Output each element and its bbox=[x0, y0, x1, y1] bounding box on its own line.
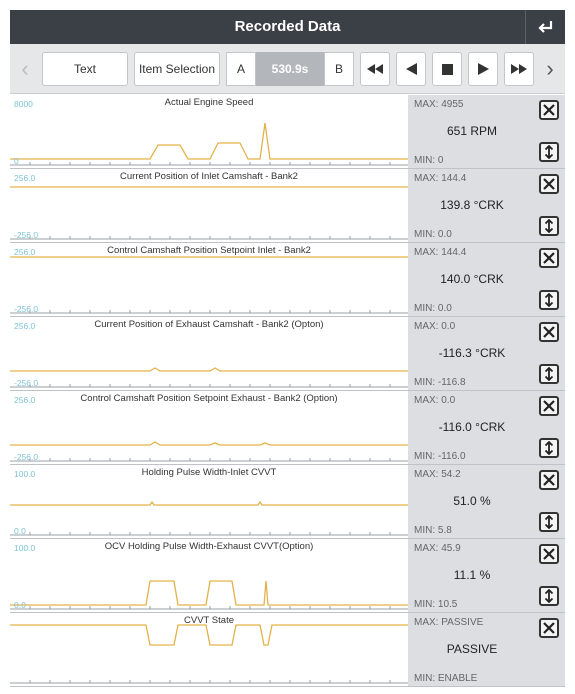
y-axis-max-label: 8000 bbox=[14, 99, 33, 109]
y-axis-min-label: -256.0 bbox=[14, 378, 39, 388]
y-axis-max-label: 256.0 bbox=[14, 247, 36, 257]
parameter-title: Control Camshaft Position Setpoint Exhaust - Bank2 (Option) bbox=[80, 393, 338, 404]
item-selection-button[interactable]: Item Selection bbox=[134, 52, 220, 86]
stop-icon bbox=[442, 64, 453, 75]
data-row bbox=[10, 317, 565, 391]
y-axis-min-label: -256.0 bbox=[14, 452, 39, 462]
min-value: MIN: -116.0 bbox=[414, 451, 466, 462]
close-icon[interactable] bbox=[539, 544, 559, 564]
data-row bbox=[10, 391, 565, 465]
signal-trace bbox=[10, 442, 408, 445]
current-value: -116.3 °CRK bbox=[438, 346, 506, 360]
max-value: MAX: 0.0 bbox=[414, 395, 456, 406]
current-value: 139.8 °CRK bbox=[440, 198, 504, 212]
current-value: 11.1 % bbox=[453, 568, 491, 582]
page-title: Recorded Data bbox=[234, 18, 341, 35]
min-value: MIN: 0 bbox=[414, 155, 444, 166]
current-value: 51.0 % bbox=[453, 494, 491, 508]
marker-b-button[interactable]: B bbox=[324, 52, 354, 86]
max-value: MAX: 144.4 bbox=[414, 173, 467, 184]
parameter-title: Current Position of Inlet Camshaft - Bank2 bbox=[120, 171, 298, 182]
return-arrow-icon[interactable] bbox=[525, 10, 565, 44]
play-icon bbox=[478, 63, 489, 75]
marker-a-button[interactable]: A bbox=[226, 52, 256, 86]
y-axis-min-label: 0.0 bbox=[14, 526, 26, 536]
min-value: MIN: 0.0 bbox=[414, 303, 452, 314]
chevron-left-icon: ‹ bbox=[21, 56, 29, 81]
y-axis-min-label: -256.0 bbox=[14, 230, 39, 240]
data-row bbox=[10, 539, 565, 613]
rewind-button[interactable] bbox=[360, 52, 390, 86]
signal-trace bbox=[10, 625, 408, 645]
row-graph bbox=[10, 465, 408, 538]
min-value: MIN: 5.8 bbox=[414, 525, 452, 536]
close-icon[interactable] bbox=[539, 100, 559, 120]
step-back-button[interactable] bbox=[396, 52, 426, 86]
y-axis-min-label: -256.0 bbox=[14, 304, 39, 314]
row-graph bbox=[10, 317, 408, 390]
max-value: MAX: PASSIVE bbox=[414, 617, 484, 628]
current-value: -116.0 °CRK bbox=[438, 420, 506, 434]
parameter-title: Holding Pulse Width-Inlet CVVT bbox=[141, 467, 277, 478]
value-panel bbox=[408, 317, 565, 390]
min-value: MIN: -116.8 bbox=[414, 377, 466, 388]
close-icon[interactable] bbox=[539, 322, 559, 342]
row-graph bbox=[10, 613, 408, 686]
text-button[interactable]: Text bbox=[42, 52, 128, 86]
max-value: MAX: 54.2 bbox=[414, 469, 461, 480]
parameter-title: OCV Holding Pulse Width-Exhaust CVVT(Option) bbox=[104, 541, 314, 552]
chevron-right-icon: › bbox=[546, 56, 554, 81]
data-row bbox=[10, 169, 565, 243]
resize-icon[interactable] bbox=[539, 216, 559, 236]
current-value: PASSIVE bbox=[446, 642, 498, 656]
min-value: MIN: 0.0 bbox=[414, 229, 452, 240]
value-panel bbox=[408, 613, 565, 686]
value-panel bbox=[408, 539, 565, 612]
row-graph bbox=[10, 243, 408, 316]
resize-icon[interactable] bbox=[539, 438, 559, 458]
row-graph bbox=[10, 169, 408, 242]
y-axis-min-label: 0 bbox=[14, 156, 19, 166]
value-panel bbox=[408, 243, 565, 316]
row-graph bbox=[10, 539, 408, 612]
max-value: MAX: 4955 bbox=[414, 99, 464, 110]
y-axis-max-label: 100.0 bbox=[14, 543, 36, 553]
value-panel bbox=[408, 465, 565, 538]
rewind-icon bbox=[367, 64, 383, 74]
signal-trace bbox=[10, 502, 408, 505]
resize-icon[interactable] bbox=[539, 290, 559, 310]
fast-forward-icon bbox=[511, 64, 527, 74]
row-graph bbox=[10, 391, 408, 464]
time-display: 530.9s bbox=[256, 52, 324, 86]
parameter-title: Actual Engine Speed bbox=[164, 97, 254, 108]
parameter-title: Current Position of Exhaust Camshaft - Bank2 (Opton) bbox=[94, 319, 324, 330]
parameter-title: CVVT State bbox=[184, 615, 234, 626]
y-axis-max-label: 100.0 bbox=[14, 469, 36, 479]
max-value: MAX: 45.9 bbox=[414, 543, 461, 554]
close-icon[interactable] bbox=[539, 174, 559, 194]
min-value: MIN: 10.5 bbox=[414, 599, 458, 610]
title-bar bbox=[10, 10, 565, 44]
close-icon[interactable] bbox=[539, 618, 559, 638]
stop-button[interactable] bbox=[432, 52, 462, 86]
next-button[interactable] bbox=[539, 52, 561, 86]
row-graph bbox=[10, 95, 408, 168]
value-panel bbox=[408, 95, 565, 168]
y-axis-max-label: 256.0 bbox=[14, 173, 36, 183]
signal-trace bbox=[10, 123, 408, 159]
min-value: MIN: ENABLE bbox=[414, 673, 478, 684]
data-row bbox=[10, 243, 565, 317]
playback-toolbar bbox=[10, 44, 565, 94]
max-value: MAX: 0.0 bbox=[414, 321, 456, 332]
y-axis-min-label: 0.0 bbox=[14, 600, 26, 610]
value-panel bbox=[408, 169, 565, 242]
current-value: 140.0 °CRK bbox=[440, 272, 504, 286]
close-icon[interactable] bbox=[539, 396, 559, 416]
current-value: 651 RPM bbox=[446, 124, 498, 138]
y-axis-max-label: 256.0 bbox=[14, 395, 36, 405]
signal-trace bbox=[10, 368, 408, 371]
parameter-title: Control Camshaft Position Setpoint Inlet - Bank2 bbox=[107, 245, 311, 256]
close-icon[interactable] bbox=[539, 248, 559, 268]
data-row bbox=[10, 465, 565, 539]
fast-forward-button[interactable] bbox=[504, 52, 534, 86]
resize-icon[interactable] bbox=[539, 364, 559, 384]
y-axis-max-label: 256.0 bbox=[14, 321, 36, 331]
data-row bbox=[10, 613, 565, 687]
step-back-icon bbox=[406, 63, 417, 75]
resize-icon[interactable] bbox=[539, 512, 559, 532]
data-row bbox=[10, 95, 565, 169]
play-button[interactable] bbox=[468, 52, 498, 86]
previous-button[interactable] bbox=[14, 52, 36, 86]
resize-icon[interactable] bbox=[539, 142, 559, 162]
signal-trace bbox=[10, 581, 408, 605]
close-icon[interactable] bbox=[539, 470, 559, 490]
resize-icon[interactable] bbox=[539, 586, 559, 606]
value-panel bbox=[408, 391, 565, 464]
max-value: MAX: 144.4 bbox=[414, 247, 467, 258]
